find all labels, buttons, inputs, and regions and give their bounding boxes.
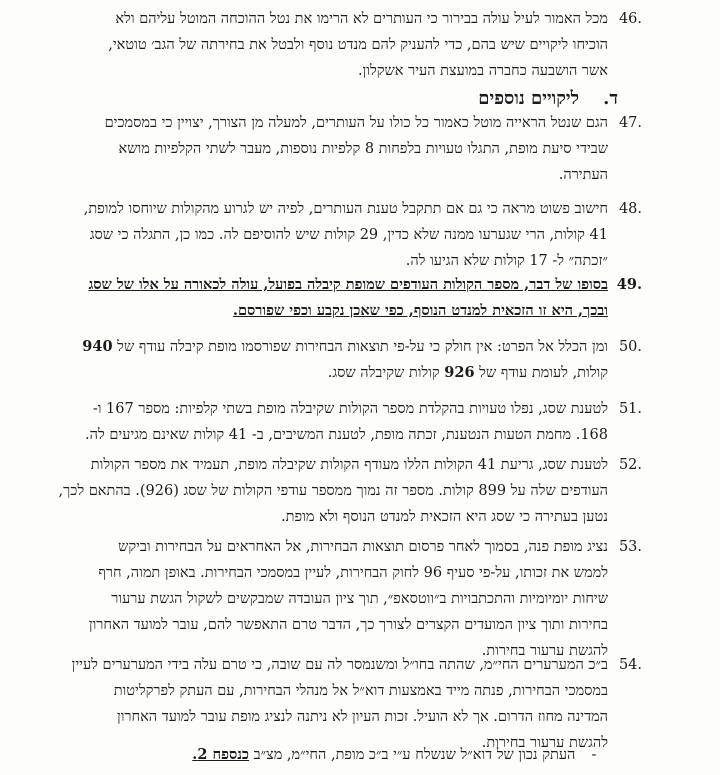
text-line: העתירה.	[558, 167, 608, 183]
text-line: שיחות יומיומיות והתכתבויות ב״ווטסאפ״, תוך ציון העובדה שמבקשים לשקול הגשת ערעור	[111, 591, 608, 607]
text-line: 41 קולות, הרי שגערעו ממנה שלא כדין, 29 קולות שיש להוסיפם לה. כמו כן, התגלה כי שסג	[89, 227, 608, 243]
paragraph-number: 46.	[618, 11, 642, 27]
text-line: בסופו של דבר, מספר הקולות העודפים שמופת קיבלה בפועל, עולה לכאורה על אלו של שסג	[88, 276, 608, 293]
text-line: שבידי סיעת מופת, התגלו טעויות בלפחות 8 קלפיות נוספות, מעבר לשתי הקלפיות מושא	[118, 141, 608, 157]
list-dash: -	[591, 747, 597, 763]
text-line: בחירות ותוך ציון המועדים הקצרים לצורך כך, הדבר טרם התאפשר להם, עובר למועד האחרון	[88, 617, 608, 633]
paragraph-48	[83, 196, 608, 274]
sub-item	[108, 742, 608, 768]
text-line: הוכיחו ליקויים שיש בהם, כדי להעניק להם מנדט נוסף ולבטל את בחירתה של הגב׳ טוטאי,	[108, 37, 608, 53]
text-line: קולות, לעומת עודף של 926 קולות שקיבלה שסג.	[327, 364, 608, 381]
text-line: לטענת שסג, נפלו טעויות בהקלדת מספר הקולות שקיבלה מופת בשתי קלפיות: מספר 167 ו-	[92, 401, 608, 417]
text-line: לממש את זכותו, על-פי סעיף 96 לחוק הבחירות, לעיין במסמכי הבחירות. באופן תמוה, חרף	[98, 565, 608, 581]
section-letter: ד.	[603, 88, 618, 109]
text-line: ומן הכלל אל הפרט: אין חולק כי על-פי תוצאות הבחירות שפורסמו מופת קיבלה עודף של 940	[82, 338, 608, 355]
text-line: לטענת שסג, גריעת 41 הקולות הללו מעודף הקולות שקיבלה מופת, תעמיד את מספר הקולות	[90, 457, 608, 473]
paragraph-number: 50.	[618, 339, 642, 355]
text-line: במסמכי הבחירות, פנתה מייד באמצעות דוא״ל אל מנהלי הבחירות, עם העתק לפרקליטות	[113, 683, 608, 699]
paragraph-50	[82, 334, 608, 386]
paragraph-number: 54.	[618, 657, 642, 673]
paragraph-number: 52.	[618, 457, 642, 473]
paragraph-46	[108, 6, 608, 84]
paragraph-number: 49.	[616, 276, 642, 293]
paragraph-49	[88, 272, 608, 324]
paragraph-number: 51.	[618, 401, 642, 417]
bold-number: 926	[444, 364, 475, 381]
paragraph-52	[58, 452, 608, 530]
sub-item-text: העתק נכון של דוא״ל שנשלח ע״י ב״כ מופת, החי״מ, מצ״ב	[253, 747, 576, 763]
paragraph-number: 47.	[618, 115, 642, 131]
text-line: העודפים שלה על 899 קולות. מספר זה נמוך ממספר עודפי הקולות של שסג (926). בהתאם לכך,	[58, 483, 608, 499]
text-line: להגשת ערעור בחירות.	[481, 735, 608, 751]
text-line: ״זכתה״ ל- 17 קולות שלא הגיעו לה.	[405, 253, 608, 269]
text-line: נציג מופת פנה, בסמוך לאחר פרסום תוצאות הבחירות, אל האחראים על הבחירות וביקש	[118, 539, 608, 555]
paragraph-53	[88, 534, 608, 664]
section-heading	[478, 86, 618, 112]
text-line: להגשת ערעור בחירות.	[481, 643, 608, 659]
paragraph-51	[85, 396, 608, 448]
appendix-reference: כנספח 2.	[192, 746, 250, 763]
text-line: ב״כ המערערים החי״מ, שהתה בחו״ל ומשנמסר לה עם שובה, כי טרם עלה בידי המערערים לעיין	[71, 657, 608, 673]
text-line: ובכך, היא זו הזכאית למנדט הנוסף, כפי שאכן נקבע וכפי שפורסם.	[232, 302, 608, 319]
text-line: אשר הושבעה כחברה במועצת העיר אשקלון.	[357, 63, 608, 79]
text-line: נטען בעתירה כי שסג היא הזכאית למנדט הנוסף ולא מופת.	[281, 509, 608, 525]
bold-number: 940	[82, 338, 113, 355]
text-line: המדינה מחוז הדרום. אך לא הועיל. זכות העיון לא ניתנה לנציג מופת עובר למועד האחרון	[117, 709, 608, 725]
paragraph-number: 53.	[618, 539, 642, 555]
paragraph-54	[71, 652, 608, 756]
text-line: חישוב פשוט מראה כי גם אם תתקבל טענת העותרים, לפיה יש לגרוע מהקולות שיוחסו למופת,	[83, 201, 608, 217]
text-line: 168. מחמת הטעות הנטענת, זכתה מופת, לטענת המשיבים, ב- 41 קולות שאינם מגיעים לה.	[85, 427, 608, 443]
paragraph-47	[104, 110, 608, 188]
paragraph-number: 48.	[618, 201, 642, 217]
text-line: מכל האמור לעיל עולה בבירור כי העותרים לא הרימו את נטל ההוכחה המוטל עליהם ולא	[115, 11, 608, 27]
section-title: ליקויים נוספים	[478, 88, 580, 109]
text-line: הגם שנטל הראייה מוטל כאמור כל כולו על העותרים, למעלה מן הצורך, יצויין כי במסמכים	[104, 115, 608, 131]
